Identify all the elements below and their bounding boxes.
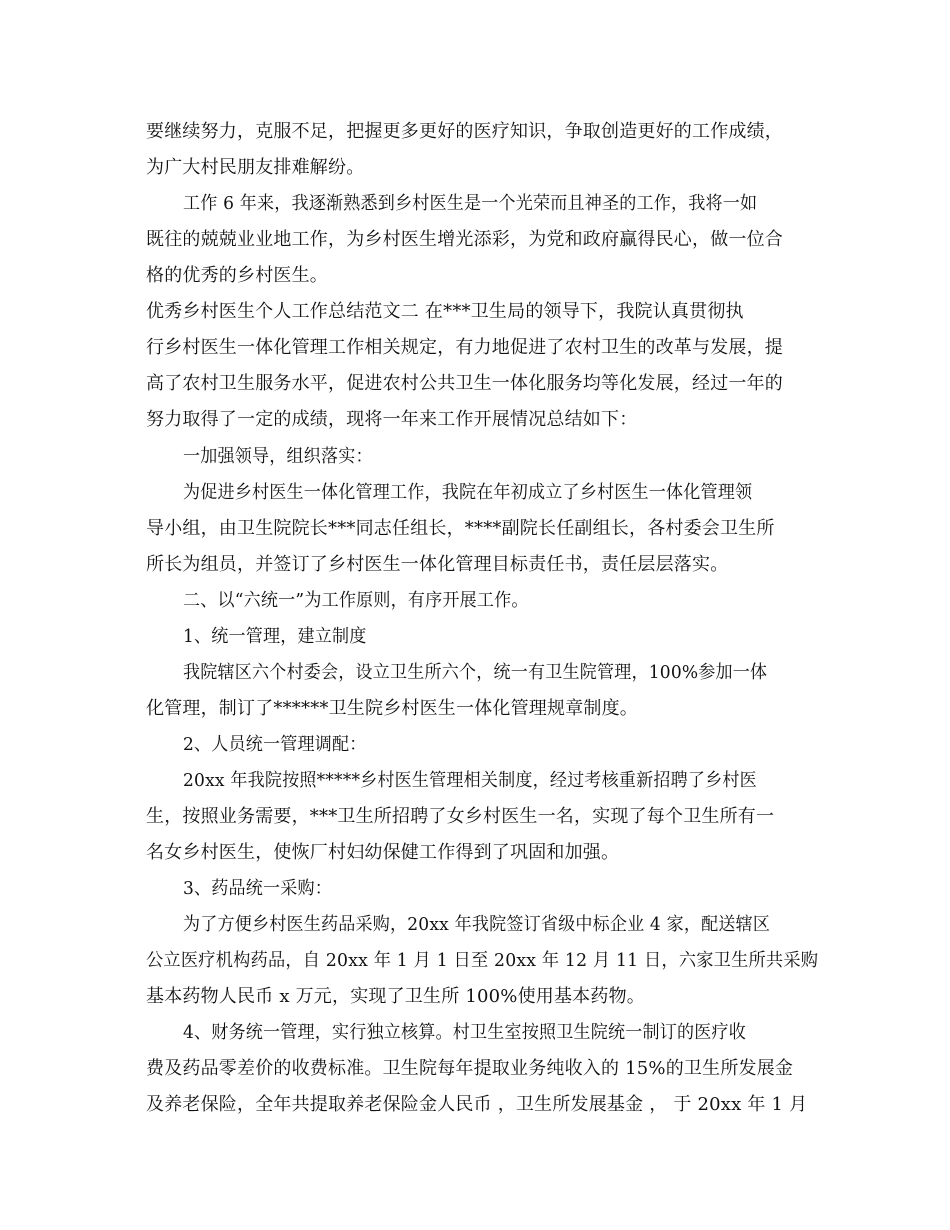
text-line: 导小组，由卫生院院长***同志任组长，****副院长任副组长，各村委会卫生所 — [146, 518, 775, 539]
subheading-line: 1、统一管理，建立制度 — [183, 626, 367, 647]
text-line: 努力取得了一定的成绩，现将一年来工作开展情况总结如下： — [146, 409, 638, 430]
text-line: 格的优秀的乡村医生。 — [146, 265, 328, 286]
subheading-line: 二、以“六统一”为工作原则，有序开展工作。 — [183, 590, 529, 611]
text-line: 公立医疗机构药品，自 20xx 年 1 月 1 日至 20xx 年 12 月 11 日，六家卫生所共采购 — [146, 950, 819, 971]
text-line: 既往的兢兢业业地工作，为乡村医生增光添彩，为党和政府赢得民心，做一位合 — [146, 229, 783, 250]
text-line: 高了农村卫生服务水平，促进农村公共卫生一体化服务均等化发展，经过一年的 — [146, 373, 783, 394]
text-line: 生，按照业务需要，***卫生所招聘了女乡村医生一名，实现了每个卫生所有一 — [146, 806, 775, 827]
text-line: 我院辖区六个村委会，设立卫生所六个，统一有卫生院管理，100%参加一体 — [183, 662, 768, 683]
text-line: 为促进乡村医生一体化管理工作，我院在年初成立了乡村医生一体化管理领 — [183, 482, 753, 503]
text-line: 化管理，制订了******卫生院乡村医生一体化管理规章制度。 — [146, 698, 638, 719]
text-line: 费及药品零差价的收费标准。卫生院每年提取业务纯收入的 15%的卫生所发展金 — [146, 1058, 794, 1079]
text-line: 为了方便乡村医生药品采购，20xx 年我院签订省级中标企业 4 家，配送辖区 — [183, 914, 771, 935]
text-line: 要继续努力，克服不足，把握更多更好的医疗知识，争取创造更好的工作成绩， — [146, 121, 783, 142]
text-line: 行乡村医生一体化管理工作相关规定，有力地促进了农村卫生的改革与发展，提 — [146, 337, 783, 358]
subheading-line: 一加强领导，组织落实： — [183, 446, 373, 467]
text-line: 及养老保险，全年共提取养老保险金人民币 ，卫生所发展基金 ， 于 20xx 年 1 月 — [146, 1094, 808, 1115]
text-line: 为广大村民朋友排难解纷。 — [146, 157, 365, 178]
text-line: 名女乡村医生，使恢厂村妇幼保健工作得到了巩固和加强。 — [146, 842, 620, 863]
text-line: 4、财务统一管理，实行独立核算。村卫生室按照卫生院统一制订的医疗收 — [183, 1022, 747, 1043]
section-heading-line: 优秀乡村医生个人工作总结范文二 在***卫生局的领导下，我院认真贯彻执 — [146, 301, 744, 322]
text-line: 所长为组员，并签订了乡村医生一体化管理目标责任书，责任层层落实。 — [146, 554, 729, 575]
subheading-line: 2、人员统一管理调配： — [183, 734, 367, 755]
text-line: 基本药物人民币 x 万元，实现了卫生所 100%使用基本药物。 — [146, 986, 645, 1007]
text-line: 20xx 年我院按照*****乡村医生管理相关制度，经过考核重新招聘了乡村医 — [183, 770, 757, 791]
text-line: 工作 6 年来，我逐渐熟悉到乡村医生是一个光荣而且神圣的工作，我将一如 — [183, 193, 758, 214]
subheading-line: 3、药品统一采购： — [183, 878, 333, 899]
